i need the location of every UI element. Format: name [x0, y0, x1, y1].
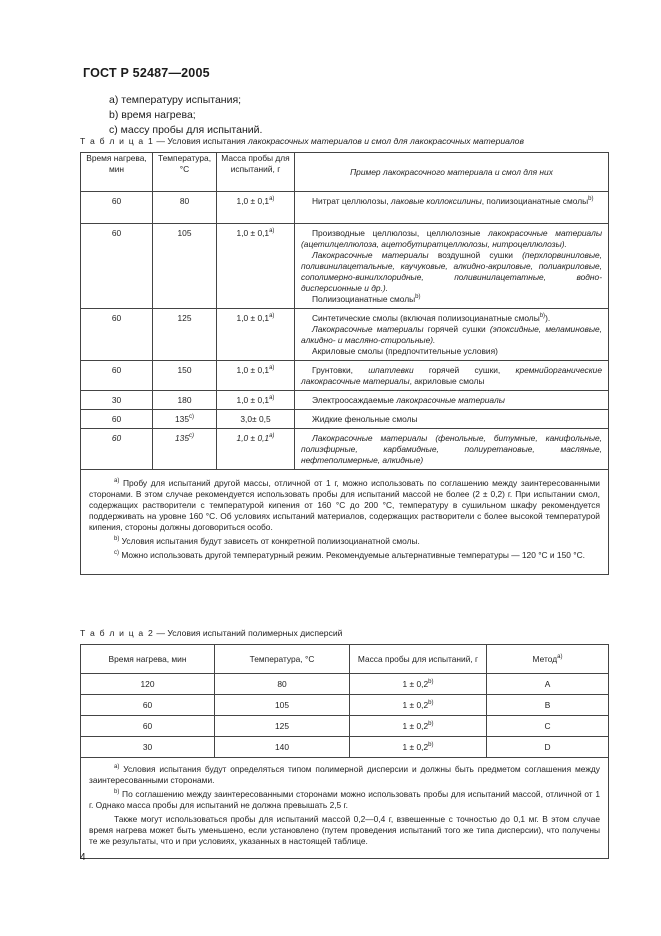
cell-mass: $1 \pm 0,2^{b)}$: [350, 695, 487, 716]
col-header-mass: Масса пробы для испытаний, г: [350, 645, 487, 674]
cell-time: 30: [81, 737, 215, 758]
cell-temp: 140: [215, 737, 350, 758]
col-header-time: Время нагрева, мин: [81, 153, 153, 192]
table-row: [81, 361, 609, 391]
footnote: $^{b)}$ Условия испытания будут зависеть от конкретной полиизоцианатной смолы.: [114, 536, 420, 546]
col-header-example: Пример лакокрасочного материала и смол для них: [295, 153, 609, 192]
col-header-temp: Температура, °С: [153, 153, 217, 192]
cell-time: 60: [81, 309, 153, 361]
cell-method: D: [487, 737, 609, 758]
table-row: [81, 716, 609, 737]
table2-notes-row: [81, 758, 609, 859]
col-header-method: Метод$^{a)}$: [487, 645, 609, 674]
cell-time: 60: [81, 429, 153, 470]
test-parameters-list: [109, 93, 262, 138]
col-header-mass: Масса пробы для испытаний, г: [217, 153, 295, 192]
table1-caption: Т а б л и ц а 1 — Условия испытания лакокрасочных материалов и смол для лакокрасочных материалов: [80, 136, 524, 146]
cell-example: Нитрат целлюлозы, лаковые коллоксилины, полиизоцианатные смолы$^{b)}$: [295, 192, 609, 224]
table2-notes: [81, 758, 609, 859]
document-header: ГОСТ Р 52487—2005: [83, 66, 210, 80]
cell-mass: $1,0 \pm 0,1^{a)}$: [217, 429, 295, 470]
table-header-row: [81, 645, 609, 674]
table1-notes: [81, 470, 609, 575]
col-header-time: Время нагрева, мин: [81, 645, 215, 674]
footnote: Также могут использоваться пробы для испытаний массой 0,2—0,4 г, взвешенные с точностью до 0,1 мг. В этом случае время нагрева может быть уменьшено, если установлено (путем проведения испытаний того же типа дисперсии), что получены те же результаты, что и при условиях, указанных в настоящей таблице.: [89, 814, 600, 846]
cell-example: Лакокрасочные материалы (фенольные, битумные, канифольные, полиэфирные, карбамидные, полиуретановые, масляные, нефтеполимерные, алкидные): [295, 429, 609, 470]
table1-notes-row: [81, 470, 609, 575]
table-row: [81, 695, 609, 716]
table2: [80, 644, 609, 859]
cell-temp: 105: [153, 224, 217, 309]
cell-temp: 125: [215, 716, 350, 737]
cell-time: 60: [81, 361, 153, 391]
cell-mass: $1,0 \pm 0,1^{a)}$: [217, 224, 295, 309]
cell-temp: 125: [153, 309, 217, 361]
footnote: $^{a)}$ Пробу для испытаний другой массы, отличной от 1 г, можно использовать по соглашению между заинтересованными сторонами. В этом случае рекомендуется использовать пробы для испытаний массой не более (2 ± 0,2) г. При испытании смол, содержащих растворители с температурой кипения от 160 °С до 200 °С, температуру в сушильном шкафу рекомендуется поддерживать на уровне 160 °С. Об условиях испытаний материалов, содержащих растворители с более высокой температурой кипения, стороны должны договориться особо.: [89, 478, 600, 532]
list-item: a) температуру испытания;: [109, 94, 242, 106]
cell-mass: $1 \pm 0,2^{b)}$: [350, 674, 487, 695]
table-row: [81, 674, 609, 695]
cell-time: 120: [81, 674, 215, 695]
page-number: 4: [80, 852, 86, 863]
cell-mass: $1,0 \pm 0,1^{a)}$: [217, 309, 295, 361]
cell-mass: 3,0± 0,5: [217, 410, 295, 429]
cell-temp: 135$^{c)}$: [153, 410, 217, 429]
cell-time: 60: [81, 695, 215, 716]
col-header-temp: Температура, °С: [215, 645, 350, 674]
table-row: [81, 410, 609, 429]
cell-example: Электроосаждаемые лакокрасочные материалы: [295, 391, 609, 410]
cell-time: 60: [81, 224, 153, 309]
cell-temp: 180: [153, 391, 217, 410]
table-row: [81, 391, 609, 410]
cell-temp: 135$^{c)}$: [153, 429, 217, 470]
cell-mass: $1 \pm 0,2^{b)}$: [350, 737, 487, 758]
cell-method: C: [487, 716, 609, 737]
table-row: [81, 224, 609, 309]
table-row: [81, 309, 609, 361]
table-row: [81, 429, 609, 470]
cell-mass: $1,0 \pm 0,1^{a)}$: [217, 192, 295, 224]
table2-caption: Т а б л и ц а 2 — Условия испытаний полимерных дисперсий: [80, 628, 343, 638]
footnote: $^{c)}$ Можно использовать другой температурный режим. Рекомендуемые альтернативные температуры — 120 °С и 150 °С.: [114, 550, 585, 560]
footnote: $^{b)}$ По соглашению между заинтересованными сторонами можно использовать пробы для испытаний массой, отличной от 1 г. Однако масса пробы для испытаний не должна превышать 2,5 г.: [89, 789, 600, 810]
cell-time: 60: [81, 410, 153, 429]
table1: [80, 152, 609, 575]
cell-example: Грунтовки, шпатлевки горячей сушки, кремнийорганические лакокрасочные материалы, акриловые смолы: [295, 361, 609, 391]
cell-mass: $1,0 \pm 0,1^{a)}$: [217, 391, 295, 410]
cell-example: Производные целлюлозы, целлюлозные лакокрасочные материалы (ацетилцеллюлоза, ацетобутиратцеллюлозы, нитроцеллюлозы). Лакокрасочные материалы воздушной сушки (перхлорвиниловые, поливинилацетальные, каучуковые, алкидно-акриловые, полиакриловые, сополимерно-винилхлоридные, поливинилацетатные, водно-дисперсионные и др.). Полиизоцианатные смолы$^{b)}$: [295, 224, 609, 309]
cell-temp: 80: [215, 674, 350, 695]
list-item: b) время нагрева;: [109, 109, 196, 121]
cell-temp: 150: [153, 361, 217, 391]
cell-example: Синтетические смолы (включая полиизоцианатные смолы$^{b)}$). Лакокрасочные материалы горячей сушки (эпоксидные, меламиновые, алкидно- и масляно-стирольные). Акриловые смолы (предпочтительные условия): [295, 309, 609, 361]
cell-method: A: [487, 674, 609, 695]
cell-mass: $1,0 \pm 0,1^{a)}$: [217, 361, 295, 391]
cell-time: 60: [81, 716, 215, 737]
table-header-row: [81, 153, 609, 192]
cell-time: 30: [81, 391, 153, 410]
cell-mass: $1 \pm 0,2^{b)}$: [350, 716, 487, 737]
table-row: [81, 737, 609, 758]
table-row: [81, 192, 609, 224]
cell-temp: 80: [153, 192, 217, 224]
cell-time: 60: [81, 192, 153, 224]
cell-temp: 105: [215, 695, 350, 716]
cell-example: Жидкие фенольные смолы: [295, 410, 609, 429]
footnote: $^{a)}$ Условия испытания будут определяться типом полимерной дисперсии и должны быть предметом соглашения между заинтересованными сторонами.: [89, 764, 600, 785]
cell-method: B: [487, 695, 609, 716]
list-item: c) массу пробы для испытаний.: [109, 124, 263, 136]
